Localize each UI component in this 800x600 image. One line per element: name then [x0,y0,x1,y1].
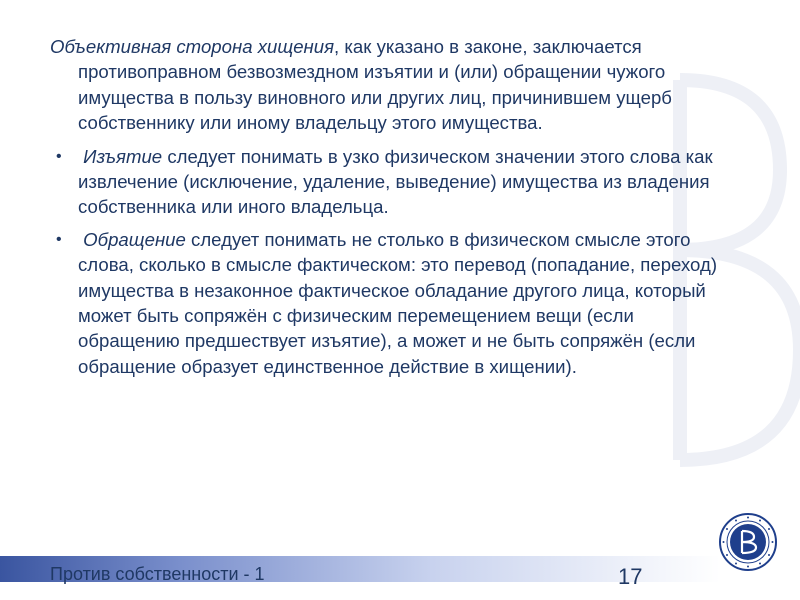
bullet-marker: • [56,230,62,248]
bullet-marker: • [56,147,62,165]
bullet-term: Обращение [83,228,186,250]
footer-title: Против собственности - 1 [50,564,265,584]
intro-paragraph [50,34,740,136]
slide-content [50,34,740,386]
bullet-text: следует понимать в узко физическом значении этого слова как извлечение (исключение, удаление, выведение) имущества из владения собственника или иного владельца. [78,145,713,218]
intro-term: Объективная сторона хищения [50,36,335,57]
bullet-term: Изъятие [83,145,163,167]
hse-university-logo-icon [718,512,778,572]
bullet-item-izyatie [50,144,740,220]
page-number: 17 [618,564,643,589]
intro-text: , как указано в законе, заключается противоправном безвозмездном изъятии и (или) обращении чужого имущества в пользу виновного или других лиц, причинившем ущерб собственнику или иному владельцу этого имущества. [78,36,672,134]
bullet-text: следует понимать не столько в физическом смысле этого слова, сколько в смысле фактическом: это перевод (попадание, переход) имущества в незаконное фактическое обладание другого лица, который может быть сопряжён с физическим перемещением вещи (если обращению предшествует изъятие), а может и не быть сопряжён (если обращение образует единственное действие в хищении). [78,228,718,377]
bullet-item-obrashchenie [50,227,740,379]
